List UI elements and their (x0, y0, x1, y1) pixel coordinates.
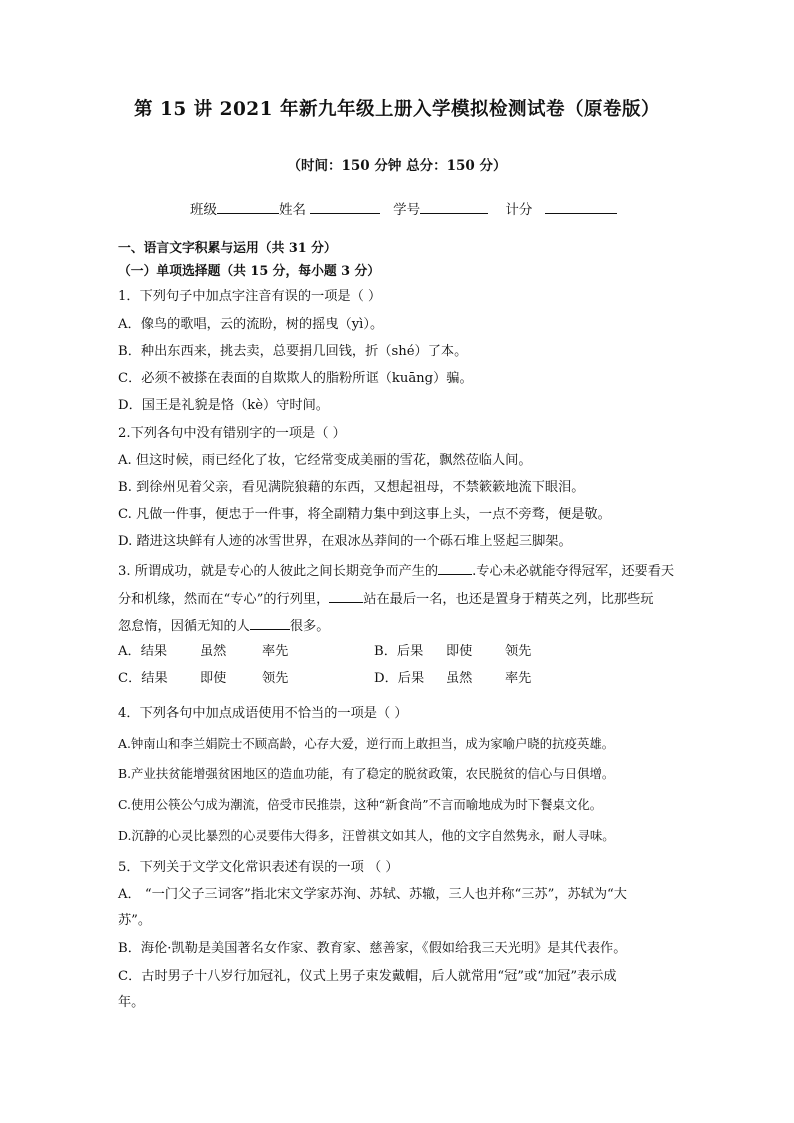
question-2-option-b: B. 到徐州见着父亲，看见满院狼藉的东西，又想起祖母，不禁簌簌地流下眼泪。 (118, 480, 585, 495)
question-5-stem: 5．下列关于文学文化常识表述有误的一项 （ ） (118, 860, 399, 875)
question-3-text: 3. 所谓成功，就是专心的人彼此之间长期竞争而产生的 (118, 564, 439, 579)
question-3-text: 分和机缘，然而在“专心”的行列里， (118, 592, 330, 607)
question-1-option-c: C．必须不被搽在表面的自欺欺人的脂粉所诓（kuāng）骗。 (118, 371, 473, 386)
question-3-text: .专心未必就能夺得冠军，还要看天 (472, 564, 675, 579)
question-4-option-d: D.沉静的心灵比暴烈的心灵要伟大得多，汪曾祺文如其人，他的文字自然隽永，耐人寻味。 (118, 828, 615, 843)
score-blank[interactable] (545, 199, 617, 214)
question-3-option-b-3: 领先 (505, 644, 532, 659)
class-blank[interactable] (217, 199, 279, 214)
question-3-option-b-2: 即使 (446, 644, 473, 659)
name-label: 姓名 (279, 202, 306, 218)
class-label: 班级 (190, 202, 217, 218)
question-5-option-b: B．海伦·凯勒是美国著名女作家、教育家、慈善家，《假如给我三天光明》是其代表作。 (118, 941, 627, 956)
question-1-option-a: A．像鸟的歌唱，云的流盼，树的摇曳（yì）。 (118, 317, 384, 332)
question-4-option-c: C.使用公筷公勺成为潮流，倍受市民推崇，这种“新食尚”不言而喻地成为时下餐桌文化。 (118, 797, 603, 812)
page-title: 第 15 讲 2021 年新九年级上册入学模拟检测试卷（原卷版） (134, 99, 660, 120)
question-5-option-a: A． “一门父子三词客”指北宋文学家苏洵、苏轼、苏辙，三人也并称“三苏”，苏轼为“大 (118, 887, 627, 902)
section-heading: 一、语言文字积累与运用（共 31 分） (118, 241, 337, 256)
answer-blank[interactable] (250, 615, 290, 630)
question-2-option-d: D. 踏进这块鲜有人迹的冰雪世界，在艰冰丛莽间的一个砾石堆上竖起三脚架。 (118, 534, 572, 549)
question-5-option-c: C．古时男子十八岁行加冠礼，仪式上男子束发戴帽，后人就常用“冠”或“加冠”表示成 (118, 969, 617, 984)
question-5-option-c-continued: 年。 (118, 995, 145, 1010)
question-3-line-1 (118, 560, 674, 582)
question-1-option-d: D．国王是礼貌是恪（kè）守时间。 (118, 398, 329, 413)
question-5-option-a-continued: 苏”。 (118, 913, 152, 928)
question-1-stem: 1．下列句子中加点字注音有误的一项是（ ） (118, 289, 382, 304)
question-2-option-c: C. 凡做一件事，便忠于一件事，将全副精力集中到这事上头，一点不旁骛，便是敬。 (118, 507, 611, 522)
student-info-row (190, 199, 617, 220)
answer-blank[interactable] (438, 560, 472, 575)
question-2-stem: 2.下列各句中没有错别字的一项是（ ） (118, 426, 346, 441)
question-3-option-a-2: 虽然 (200, 644, 227, 659)
question-3-option-c-2: 即使 (200, 671, 227, 686)
question-3-option-c-3: 领先 (262, 671, 289, 686)
question-4-option-a: A.钟南山和李兰娟院士不顾高龄，心存大爱，逆行而上敢担当，成为家喻户晓的抗疫英雄。 (118, 736, 615, 751)
id-label: 学号 (393, 202, 421, 218)
question-3-line-3 (118, 615, 329, 637)
question-3-option-a-3: 率先 (262, 644, 289, 659)
question-3-option-b-1: B．后果 (374, 644, 424, 659)
part-heading: （一）单项选择题（共 15 分，每小题 3 分） (118, 264, 381, 279)
exam-meta: （时间：150 分钟 总分：150 分） (287, 158, 507, 174)
score-label: 计分 (505, 202, 533, 218)
question-3-option-d-1: D．后果 (374, 671, 425, 686)
question-2-option-a: A. 但这时候，雨已经化了妆，它经常变成美丽的雪花，飘然莅临人间。 (118, 453, 532, 468)
question-3-text: 忽怠惰，因循无知的人 (118, 619, 250, 634)
question-3-text: 很多。 (289, 619, 330, 634)
question-3-line-2 (118, 588, 653, 610)
question-3-option-d-3: 率先 (505, 671, 532, 686)
name-blank[interactable] (310, 199, 380, 214)
id-blank[interactable] (420, 199, 488, 214)
question-3-option-d-2: 虽然 (446, 671, 473, 686)
question-3-text: 站在最后一名，也还是置身于精英之列，比那些玩 (363, 592, 654, 607)
question-3-option-a-1: A．结果 (118, 644, 168, 659)
question-4-option-b: B.产业扶贫能增强贫困地区的造血功能，有了稳定的脱贫政策，农民脱贫的信心与日俱增。 (118, 766, 615, 781)
question-1-option-b: B．种出东西来，挑去卖，总要捐几回钱，折（shé）了本。 (118, 344, 468, 359)
answer-blank[interactable] (329, 588, 363, 603)
question-4-stem: 4．下列各句中加点成语使用不恰当的一项是（ ） (118, 706, 408, 721)
question-3-option-c-1: C．结果 (118, 671, 168, 686)
